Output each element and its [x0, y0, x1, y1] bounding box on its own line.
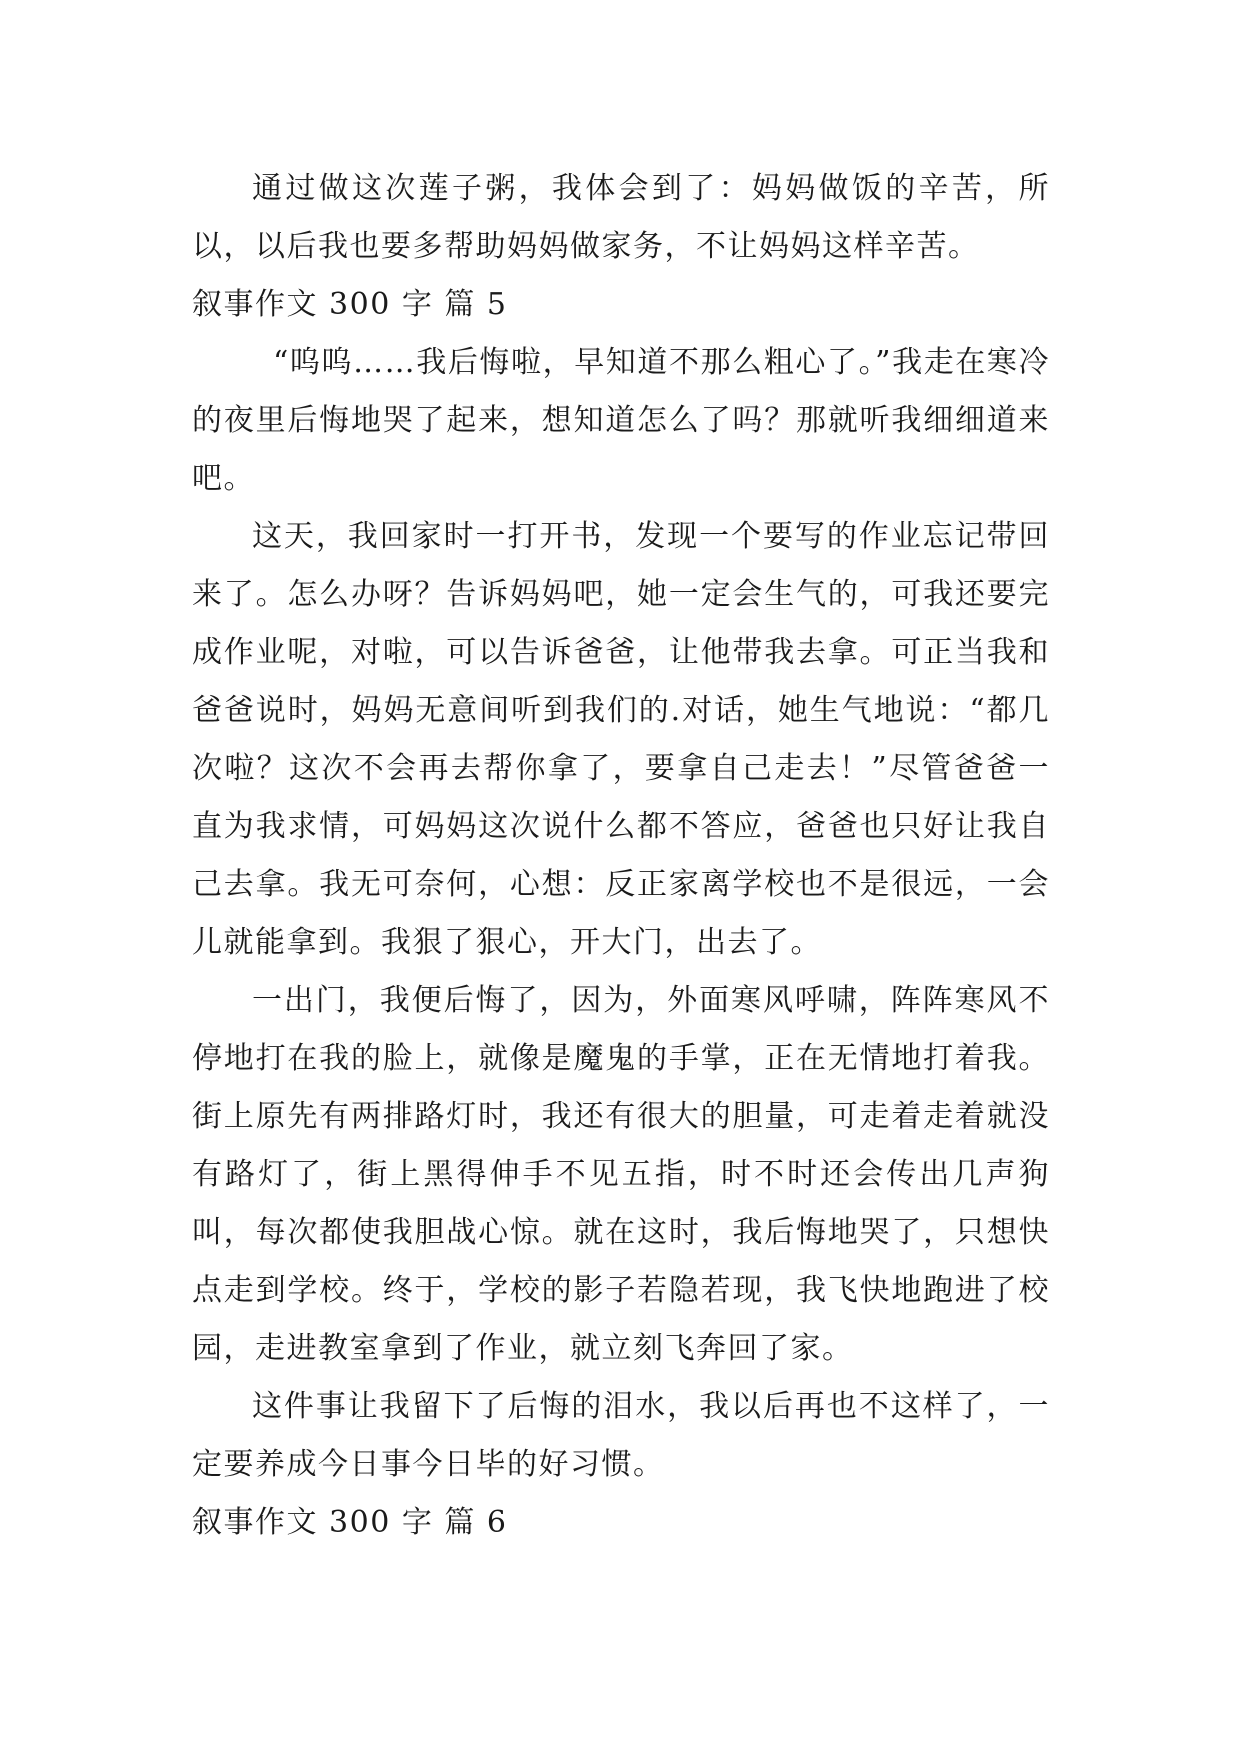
section-heading-part-6: 叙事作文 300 字 篇 6: [192, 1505, 508, 1540]
document-body: [192, 160, 1050, 1552]
paragraph-opening-cry: “呜呜……我后悔啦，早知道不那么粗心了。”我走在寒冷的夜里后悔地哭了起来，想知道怎么了吗？那就听我细细道来吧。: [192, 345, 1050, 496]
paragraph-lesson-learned: 这件事让我留下了后悔的泪水，我以后再也不这样了，一定要养成今日事今日毕的好习惯。: [192, 1389, 1050, 1482]
paragraph-lotus-porridge-conclusion: 通过做这次莲子粥，我体会到了：妈妈做饭的辛苦，所以，以后我也要多帮助妈妈做家务，不让妈妈这样辛苦。: [192, 171, 1050, 264]
paragraph-forgot-homework: 这天，我回家时一打开书，发现一个要写的作业忘记带回来了。怎么办呀？告诉妈妈吧，她一定会生气的，可我还要完成作业呢，对啦，可以告诉爸爸，让他带我去拿。可正当我和爸爸说时，妈妈无意间听到我们的.对话，她生气地说：“都几次啦？这次不会再去帮你拿了，要拿自己走去！”尽管爸爸一直为我求情，可妈妈这次说什么都不答应，爸爸也只好让我自己去拿。我无可奈何，心想：反正家离学校也不是很远，一会儿就能拿到。我狠了狠心，开大门，出去了。: [192, 519, 1050, 960]
section-heading-part-5: 叙事作文 300 字 篇 5: [192, 287, 508, 322]
paragraph-night-walk: 一出门，我便后悔了，因为，外面寒风呼啸，阵阵寒风不停地打在我的脸上，就像是魔鬼的手掌，正在无情地打着我。街上原先有两排路灯时，我还有很大的胆量，可走着走着就没有路灯了，街上黑得伸手不见五指，时不时还会传出几声狗叫，每次都使我胆战心惊。就在这时，我后悔地哭了，只想快点走到学校。终于，学校的影子若隐若现，我飞快地跑进了校园，走进教室拿到了作业，就立刻飞奔回了家。: [192, 983, 1050, 1366]
